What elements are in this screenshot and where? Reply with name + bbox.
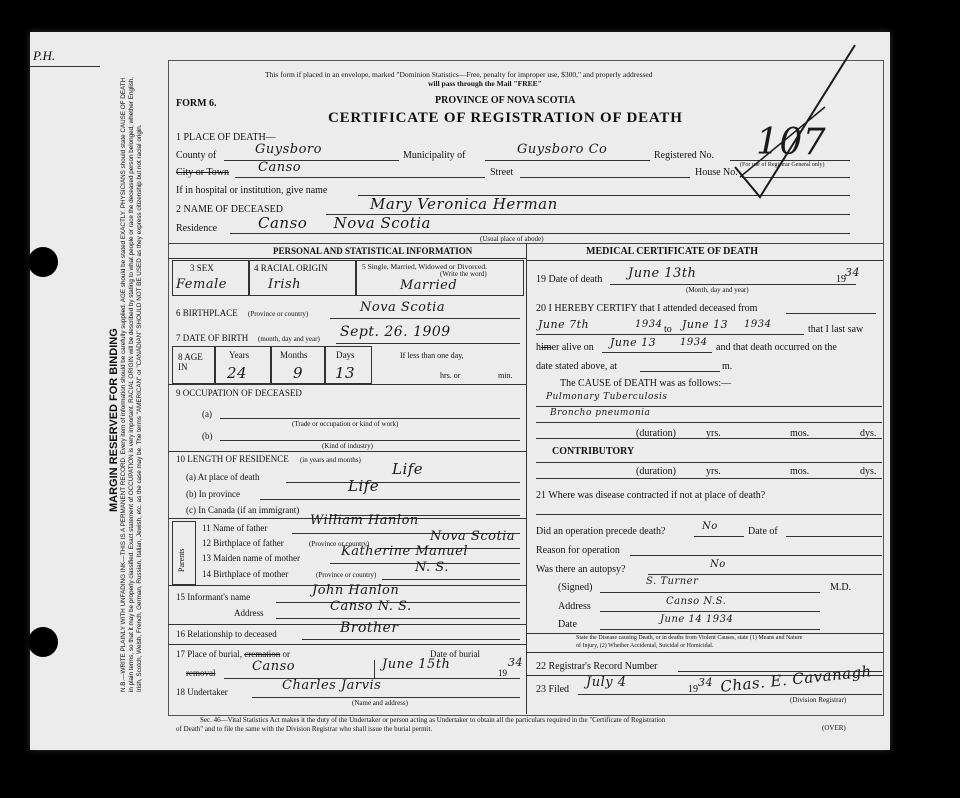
county-line [224, 160, 399, 161]
county-value: Guysboro [255, 142, 322, 157]
duration-1-label: (duration) [636, 428, 676, 439]
undertaker-value: Charles Jarvis [282, 678, 382, 693]
deceased-name-label: 2 NAME OF DECEASED [176, 204, 283, 215]
mother-birthplace-value: N. S. [415, 560, 449, 575]
cause-1: Pulmonary Tuberculosis [546, 392, 668, 402]
margin-title: MARGIN RESERVED FOR BINDING [108, 328, 120, 512]
occupation-a-line [220, 418, 520, 419]
duration-2-mos: mos. [790, 466, 810, 477]
physician-address-line [600, 611, 820, 612]
burial-date-value: June 15th [382, 657, 451, 672]
signed-line [600, 592, 820, 593]
birthplace-line [330, 318, 520, 319]
disease-contracted-label: 21 Where was disease contracted if not at place of death? [536, 490, 766, 501]
contributory-label: CONTRIBUTORY [552, 446, 635, 457]
form-number: FORM 6. [176, 98, 217, 109]
alive-on-line [602, 352, 712, 353]
filed-year-value: 34 [698, 676, 713, 689]
cause-2: Broncho pneumonia [550, 408, 651, 418]
operation-date-line [786, 536, 882, 537]
rule-state-note [526, 633, 883, 634]
years-label: Years [229, 350, 250, 360]
years-value: 24 [227, 364, 248, 382]
occupation-label: 9 OCCUPATION OF DECEASED [176, 388, 302, 398]
occupation-b-line [220, 440, 520, 441]
in-province-value: Life [348, 477, 380, 495]
racial-value: Irish [268, 277, 302, 292]
days-label: Days [336, 350, 355, 360]
rule-registrar [526, 652, 883, 653]
city-label: City or Town [176, 167, 230, 178]
days-value: 13 [335, 364, 356, 382]
occupation-b: (b) [202, 431, 213, 441]
duration-2-dys: dys. [860, 466, 877, 477]
footer-line-2: of Death" and to file the same with the Division Registrar who shall issue the burial permit. [176, 725, 433, 733]
burial-divider [374, 660, 375, 678]
duration-2-line [536, 478, 882, 479]
state-note-2: of Injury, (2) Whether Accidental, Suicidal or Homicidal. [576, 643, 714, 649]
occupation-b-note: (Kind of industry) [322, 442, 373, 450]
mother-value: Katherine Manuel [341, 544, 468, 559]
municipality-value: Guysboro Co [517, 142, 608, 157]
alive-post: er alive on [551, 342, 594, 353]
alive-pre: h [536, 342, 541, 353]
dob-label: 7 DATE OF BIRTH [176, 333, 249, 343]
physician-address-label: Address [558, 601, 591, 612]
informant-address-label: Address [234, 608, 264, 618]
hrs-label: hrs. or [440, 371, 461, 380]
registrar-signature: Chas. E. Cavanagh [719, 662, 873, 696]
signed-value: S. Turner [646, 576, 699, 587]
residence-length-label: 10 LENGTH OF RESIDENCE [176, 454, 289, 464]
undertaker-note: (Name and address) [352, 699, 408, 707]
racial-label: 4 RACIAL ORIGIN [254, 263, 328, 273]
md-label: M.D. [830, 582, 852, 593]
less-than-day-label: If less than one day, [400, 351, 464, 360]
birthplace-note: (Province or country) [248, 310, 309, 318]
mother-birthplace-line [382, 579, 520, 580]
informant-value: John Hanlon [312, 583, 400, 598]
personal-heading-rule [168, 258, 526, 259]
autopsy-line [648, 574, 882, 575]
date-of-death-line [610, 284, 856, 285]
corner-rule [30, 66, 100, 67]
at-place-line [286, 482, 520, 483]
removal-label: removal [186, 668, 216, 678]
father-birthplace-note: (Province or country) [309, 540, 370, 548]
residence-label: Residence [176, 223, 218, 234]
registered-value: 107 [756, 122, 827, 163]
birthplace-value: Nova Scotia [360, 300, 446, 315]
footer-line-1: Sec. 46—Vital Statistics Act makes it the duty of the Undertaker or person acting as Undertaker to obtain all the particulars required in the "Certificate of Registration [200, 716, 666, 724]
street-line [520, 177, 690, 178]
house-label: House No. [695, 167, 738, 178]
duration-1-dys: dys. [860, 428, 877, 439]
municipality-line [485, 160, 650, 161]
mother-birthplace-label: 14 Birthplace of mother [202, 569, 289, 579]
attended-to-label: to [664, 324, 672, 335]
sex-value: Female [176, 277, 227, 292]
municipality-label: Municipality of [403, 150, 466, 161]
personal-heading: PERSONAL AND STATISTICAL INFORMATION [273, 246, 473, 256]
m-label: m. [722, 361, 733, 372]
occupation-a: (a) [202, 409, 212, 419]
city-line [235, 177, 485, 178]
division-registrar-note: (Division Registrar) [790, 696, 847, 704]
residence-value: Canso Nova Scotia [258, 214, 431, 232]
margin-note [120, 72, 144, 692]
registered-note: (For use of Registrar General only) [740, 162, 825, 168]
attended-from-year: 1934 [635, 319, 663, 330]
reason-line [630, 555, 882, 556]
burial-label-text: 17 Place of burial, [176, 649, 242, 659]
marital-value: Married [400, 278, 458, 293]
undertaker-line [252, 697, 520, 698]
duration-1-mos: mos. [790, 428, 810, 439]
binding-hole-top [28, 247, 58, 277]
date-stated-label: date stated above, at [536, 361, 618, 372]
relationship-value: Brother [340, 620, 399, 636]
rule-residence [168, 451, 526, 452]
duration-2-label: (duration) [636, 466, 676, 477]
duration-1-yrs: yrs. [706, 428, 721, 439]
column-divider [526, 243, 527, 714]
attended-line [536, 334, 804, 335]
informant-address-value: Canso N. S. [330, 599, 412, 614]
place-heading: 1 PLACE OF DEATH— [176, 132, 276, 143]
burial-year-value: 34 [508, 656, 523, 669]
physician-date-label: Date [558, 619, 577, 630]
burial-place-value: Canso [252, 659, 296, 674]
filed-year-print: 19 [688, 684, 698, 695]
occupation-a-note: (Trade or occupation or kind of work) [292, 420, 399, 428]
over-label: (OVER) [822, 724, 846, 732]
date-of-death-year-print: 19 [836, 274, 846, 285]
burial-cremation-struck: cremation [244, 649, 281, 659]
alive-on-value: June 13 [610, 336, 657, 349]
mother-label: 13 Maiden name of mother [202, 553, 300, 563]
certify-label: 20 I HEREBY CERTIFY that I attended deceased from [536, 303, 758, 314]
months-value: 9 [293, 364, 304, 382]
attended-to-year: 1934 [744, 319, 772, 330]
registrar-record-label: 22 Registrar's Record Number [536, 661, 658, 672]
burial-date-line [374, 678, 520, 679]
physician-date-line [600, 629, 820, 630]
rule-occupation [168, 384, 526, 385]
operation-date-label: Date of [748, 526, 778, 537]
father-birthplace-value: Nova Scotia [430, 529, 516, 544]
in-canada-label: (c) In Canada (if an immigrant) [186, 505, 300, 515]
operation-line [694, 536, 744, 537]
deceased-name-value: Mary Veronica Herman [370, 195, 558, 213]
hospital-label: If in hospital or institution, give name [176, 185, 328, 196]
physician-date-value: June 14 1934 [660, 614, 734, 625]
operation-value: No [702, 521, 718, 532]
alive-struck: im [541, 342, 552, 353]
marital-note: (Write the word) [440, 270, 487, 278]
operation-label: Did an operation precede death? [536, 526, 666, 537]
reason-label: Reason for operation [536, 545, 620, 556]
burial-label [176, 649, 290, 659]
rule-burial [168, 644, 526, 645]
province: PROVINCE OF NOVA SCOTIA [435, 95, 576, 106]
dob-note: (month, day and year) [258, 335, 320, 343]
date-of-death-label: 19 Date of death [536, 274, 603, 285]
months-label: Months [280, 350, 308, 360]
dob-value: Sept. 26. 1909 [340, 324, 451, 340]
informant-address-line [276, 618, 520, 619]
medical-heading: MEDICAL CERTIFICATE OF DEATH [586, 246, 758, 257]
duration-2-yrs: yrs. [706, 466, 721, 477]
dob-line [336, 343, 520, 344]
registered-checkmark [720, 37, 870, 212]
residence-length-note: (in years and months) [300, 456, 361, 464]
filed-value: July 4 [586, 675, 627, 690]
filed-label: 23 Filed [536, 684, 570, 695]
medical-heading-rule [526, 260, 883, 261]
street-label: Street [490, 167, 514, 178]
attended-to: June 13 [682, 318, 729, 331]
undertaker-label: 18 Undertaker [176, 687, 228, 697]
at-place-label: (a) At place of death [186, 472, 260, 482]
autopsy-value: No [710, 559, 726, 570]
last-saw-label: that I last saw [808, 324, 864, 335]
burial-year-print: 19 [498, 668, 507, 678]
certify-line [786, 313, 876, 314]
father-value: William Hanlon [310, 513, 419, 528]
corner-note: P.H. [33, 48, 56, 63]
marital-label: 5 Single, Married, Widowed or Divorced. [362, 262, 487, 271]
mother-birthplace-note: (Province or country) [316, 571, 377, 579]
envelope-note-2: will pass through the Mail "FREE" [428, 79, 542, 88]
envelope-note-1: This form if placed in an envelope, marked "Dominion Statistics—Free, penalty for improper use, $300," and properly addressed [265, 70, 653, 79]
father-birthplace-label: 12 Birthplace of father [202, 538, 284, 548]
death-occurred-label: and that death occurred on the [716, 342, 837, 353]
relationship-label: 16 Relationship to deceased [176, 629, 277, 639]
date-of-burial-label: Date of burial [430, 649, 480, 659]
in-province-line [260, 499, 520, 500]
physician-address-value: Canso N.S. [666, 596, 727, 607]
death-certificate [30, 32, 890, 750]
min-label: min. [498, 371, 513, 380]
alive-on-year: 1934 [680, 337, 708, 348]
cause-1-line [536, 406, 882, 407]
contributory-line [536, 462, 882, 463]
margin-note-text: N.B.—WRITE PLAINLY WITH UNFADING INK—THIS IS A PERMANENT RECORD. Every item of information should be carefully supplied. AGE should be stated EXACTLY. PHYSICIANS should state CAUSE OF DEATH in plain terms, so that it may be properly classified. Exact statement of OCCUPATION is very important. RACIAL ORIGIN will be described by stating to what people or race the deceased person belonged, whether English, Irish, Scotch, Welsh, French, German, Russian, Italian, Jewish, etc. as the case may be. The terms "AMERICAN" or "CANADIAN" SHOULD NOT BE USED as they express citizenship but not racial origin. [120, 76, 143, 692]
informant-label: 15 Informant's name [176, 592, 251, 602]
residence-line [230, 233, 850, 234]
disease-contracted-line [536, 514, 882, 515]
attended-from: June 7th [538, 318, 590, 331]
parents-label: Parents [177, 548, 186, 572]
alive-on-label [536, 342, 594, 353]
signed-label: (Signed) [558, 582, 593, 593]
relationship-line [302, 639, 520, 640]
in-province-label: (b) In province [186, 489, 240, 499]
at-place-value: Life [392, 460, 424, 478]
page-title: CERTIFICATE OF REGISTRATION OF DEATH [328, 110, 683, 126]
birthplace-label: 6 BIRTHPLACE [176, 308, 238, 318]
date-of-death-year: 34 [845, 266, 860, 279]
residence-note: (Usual place of abode) [480, 235, 544, 243]
cause-2-line [536, 422, 882, 423]
sex-label: 3 SEX [190, 263, 214, 273]
date-of-death-note: (Month, day and year) [686, 286, 749, 294]
registered-label: Registered No. [654, 150, 714, 161]
burial-or: or [282, 649, 290, 659]
father-label: 11 Name of father [202, 523, 268, 533]
age-label: 8 AGE IN [178, 352, 203, 372]
state-note-1: State the Disease causing Death, or in deaths from Violent Causes, state (1) Means and Nature [576, 635, 803, 641]
date-stated-line [640, 371, 720, 372]
autopsy-label: Was there an autopsy? [536, 564, 626, 575]
county-label: County of [176, 150, 217, 161]
binding-hole-bottom [28, 627, 58, 657]
date-of-death-value: June 13th [628, 266, 697, 281]
cause-label: The CAUSE of DEATH was as follows:— [560, 378, 732, 389]
city-value: Canso [258, 160, 302, 175]
